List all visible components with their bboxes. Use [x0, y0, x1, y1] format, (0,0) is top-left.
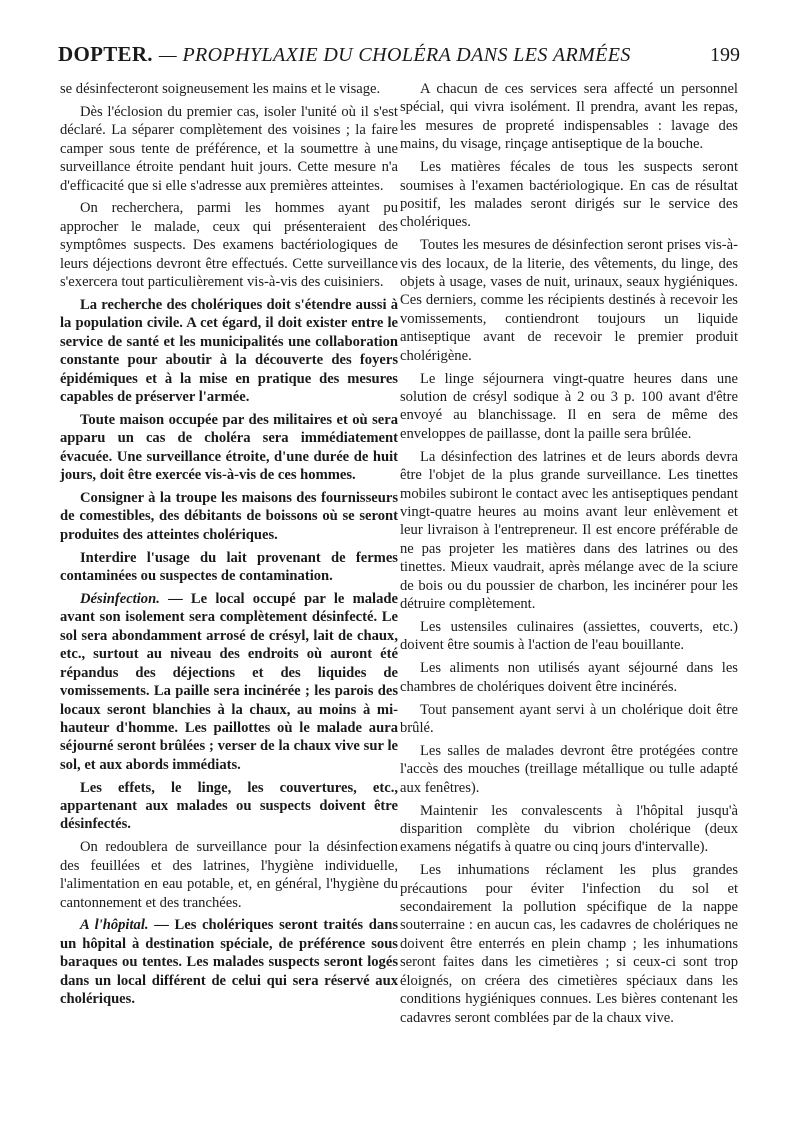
header-left — [58, 42, 631, 67]
paragraph: Les inhumations réclament les plus grandes précautions pour éviter l'infection du sol et secondairement la pollution spécifique de la nappe souterraine : en aucun cas, les cadavres de cholériques ne doivent être enterrés en plein champ ; les inhumations seront faites dans les cimetières ; si ceux-ci sont trop éloignés, on créera des cimetières spéciaux dans les conditions hygiéniques connues. Les bières contenant les cadavres seront comblées par de la chaux vive. — [400, 862, 738, 1026]
paragraph-text: — Le local occupé par le malade avant son isolement sera complètement désinfecté. Le sol sera abondamment arrosé de crésyl, lait de chaux, etc., surtout au niveau des endroits où auront été répandus des déjections et des liquides de vomissements. La paille sera incinérée ; les parois des locaux seront blanchies à la chaux, au moins à mi-hauteur d'homme. Les paillottes où le malade aura séjourné seront brûlées ; verser de la chaux vive sur le sol, et aux abords immédiats. — [60, 591, 398, 773]
paragraph: Tout pansement ayant servi à un cholérique doit être brûlé. — [400, 701, 738, 736]
header-title: — PROPHYLAXIE DU CHOLÉRA DANS LES ARMÉES — [158, 44, 631, 66]
section-label-hopital: A l'hôpital. — [80, 917, 149, 934]
section-label-desinfection: Désinfection. — [80, 591, 160, 608]
paragraph: Consigner à la troupe les maisons des fournisseurs de comestibles, des débitants de boissons où se seront produites des atteintes cholériques. — [60, 490, 398, 543]
paragraph: Les effets, le linge, les couvertures, etc., appartenant aux malades ou suspects doivent être désinfectés. — [60, 779, 398, 833]
header-author: DOPTER. — [58, 42, 153, 66]
paragraph: Le linge séjournera vingt-quatre heures dans une solution de crésyl sodique à 2 ou 3 p. 100 avant d'être envoyé au blanchissage. Il en sera de même des enveloppes de paillasse, dont la paille sera brûlée. — [400, 370, 738, 442]
paragraph: Interdire l'usage du lait provenant de fermes contaminées ou suspectes de contamination. — [60, 549, 398, 585]
paragraph: On recherchera, parmi les hommes ayant pu approcher le malade, ceux qui présenteraient des symptômes suspects. Des examens bactériologiques de leurs déjections devront être effectués. Cette surveillance s'exercera tout particulièrement vis-à-vis des cuisiniers. — [60, 200, 398, 291]
paragraph: Toute maison occupée par des militaires et où sera apparu un cas de choléra sera immédiatement évacuée. Une surveillance étroite, d'une durée de huit jours, doit être exercée vis-à-vis de ces hommes. — [60, 411, 398, 484]
paragraph-hopital — [60, 916, 398, 1008]
paragraph: Les salles de malades devront être protégées contre l'accès des mouches (treillage métallique ou tulle adapté aux fenêtres). — [400, 742, 738, 796]
paragraph: Maintenir les convalescents à l'hôpital jusqu'à disparition complète du vibrion cholérique (deux examens négatifs à quatre ou cinq jours d'intervalle). — [400, 802, 738, 856]
paragraph: Les ustensiles culinaires (assiettes, couverts, etc.) doivent être soumis à l'action de l'eau bouillante. — [400, 618, 738, 654]
paragraph: Toutes les mesures de désinfection seront prises vis-à-vis des locaux, de la literie, des vêtements, du linge, des objets à usage, vases de nuit, urinaux, seaux hygiéniques. Ces derniers, comme les récipients destinés à recevoir les vomissements, contiendront toujours un liquide antiseptique avant de recevoir le premier produit cholérigène. — [400, 237, 738, 364]
paragraph: On redoublera de surveillance pour la désinfection des feuillées et des latrines, l'hygiène individuelle, l'alimentation en eau potable, et, en général, l'hygiène du cantonnement et des tranchées. — [60, 839, 398, 911]
page-number: 199 — [710, 44, 740, 66]
running-header — [58, 42, 740, 67]
left-column — [60, 80, 398, 1013]
paragraph-desinfection — [60, 590, 398, 774]
paragraph: A chacun de ces services sera affecté un personnel spécial, qui vivra isolément. Il prendra, avant les repas, les mesures de propreté indispensables : lavage des mains, du visage, rinçage antiseptique de la bouche. — [400, 81, 738, 153]
paragraph: La recherche des cholériques doit s'étendre aussi à la population civile. A cet égard, il doit exister entre le service de santé et les municipalités une collaboration constante pour aboutir à la découverte des foyers épidémiques et à la mise en pratique des mesures capables de préserver l'armée. — [60, 296, 398, 405]
paragraph: Dès l'éclosion du premier cas, isoler l'unité où il s'est déclaré. La séparer complètement des voisines ; la faire camper sous tente de préférence, et la soumettre à une surveillance étroite pendant huit jours. Cette mesure n'a d'efficacité que si elle s'adresse aux premières atteintes. — [60, 103, 398, 194]
paragraph-text: — Les cholériques seront traités dans un hôpital à destination spéciale, de préférence sous baraques ou tentes. Les malades suspects seront logés dans un local différent de celui qui sera réservé aux cholériques. — [60, 917, 398, 1008]
paragraph: se désinfecteront soigneusement les mains et le visage. — [60, 81, 381, 97]
paragraph: La désinfection des latrines et de leurs abords devra être l'objet de la plus grande surveillance. Les tinettes mobiles subiront le contact avec les antiseptiques pendant vingt-quatre heures au moins avant leur enlèvement et leur livraison à l'entrepreneur. Il est encore préférable de ne pas projeter les matières dans des latrines ou des tinettes. Mieux vaudrait, après mélange avec de la sciure de bois ou du poussier de charbon, les incinérer pour les détruire complètement. — [400, 448, 738, 612]
right-column — [400, 80, 738, 1031]
paragraph: Les aliments non utilisés ayant séjourné dans les chambres de cholériques doivent être incinérés. — [400, 660, 738, 695]
paragraph: Les matières fécales de tous les suspects seront soumises à l'examen bactériologique. En cas de résultat positif, les malades seront dirigés sur le service des cholériques. — [400, 159, 738, 231]
